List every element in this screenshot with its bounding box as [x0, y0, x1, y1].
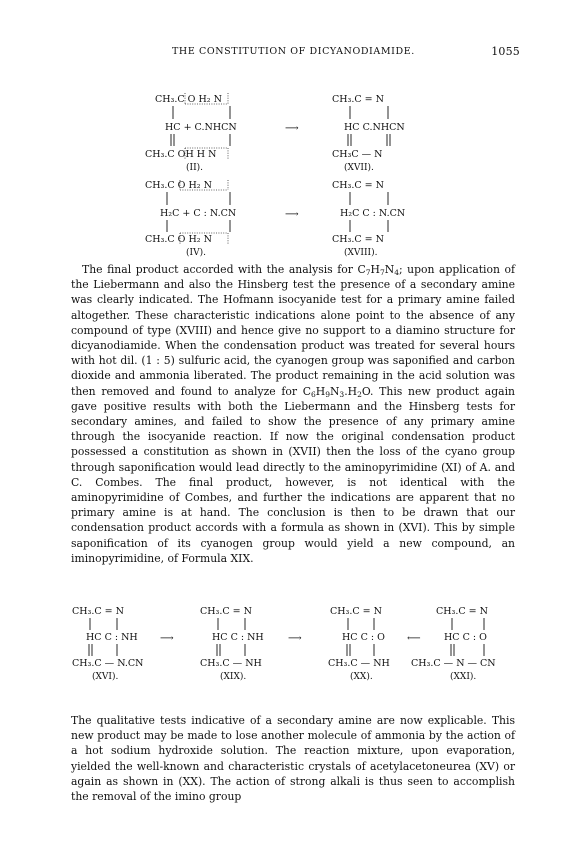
formula-xxi-mid: HC C : O [444, 632, 487, 643]
formula-xvi-top: CH₃.C = N [72, 606, 124, 617]
reaction-arrow-5: ⟵ [407, 633, 421, 644]
label-xx: (XX). [350, 672, 373, 682]
formula-xix-bot: CH₃.C — NH [200, 658, 262, 669]
label-xxi: (XXI). [450, 672, 477, 682]
subscript: 3 [339, 389, 345, 399]
reaction-arrow-2: ⟶ [285, 209, 299, 220]
subscript: 7 [365, 268, 371, 277]
subscript: 6 [310, 389, 316, 399]
page-number: 1055 [491, 45, 520, 58]
formula-part: .H [344, 384, 358, 398]
formula-xvi-mid: HC C : NH [86, 632, 138, 643]
formula-xx-bot: CH₃.C — NH [328, 658, 390, 669]
label-xvi: (XVI). [92, 672, 119, 682]
formula-xviii-line1: CH₃.C = N [332, 180, 384, 191]
formula-part: H [315, 384, 326, 398]
formula-ii-line3: CH₃.C OH H N [145, 149, 217, 160]
running-title: THE CONSTITUTION OF DICYANODIAMIDE. [172, 46, 415, 57]
paragraph1-text-c: O. This new product again gave positive results with both the Liebermann and the Hinsberg tests for secondary amines, and failed to show the presence of any primary amine through the isocyanide reaction. If now the original condensation product possessed a constitution as shown in (XVII) then the loss of the cyano group through saponification would lead directly to the aminopyrimidine (XI) of A. and C. Combes. The final product, however, is not identical with the aminopyrimidine of Combes, and further the indications are apparent that no primary amine is at hand. The conclusion is then to be drawn that our condensation product accords with a formula as shown in (XVI). This by simple saponification of its cyanogen group would yield a new compound, an iminopyrimidine, of Formula XIX. [71, 384, 515, 565]
formula-part: H [370, 263, 380, 276]
reaction-scheme-xvi-xxi [72, 606, 496, 682]
formula-xxi-bot: CH₃.C — N — CN [411, 658, 496, 669]
formula-xviii-line3: CH₃.C = N [332, 234, 384, 245]
label-ii: (II). [186, 163, 203, 173]
formula-xviii-line2: H₂C C : N.CN [340, 208, 406, 219]
reaction-iv-to-xviii [145, 180, 405, 258]
formula-iv-line2: H₂C + C : N.CN [160, 208, 237, 219]
reaction-ii-to-xvii [145, 93, 405, 173]
formula-iv-line1: CH₃.C O H₂ N [145, 180, 212, 191]
formula-xvii-line2: HC C.NHCN [344, 122, 405, 133]
body-paragraph-1 [71, 262, 515, 566]
body-paragraph-2: The qualitative tests indicative of a secondary amine are now explicable. This new product may be made to lose another molecule of ammonia by the action of a hot sodium hydroxide solution. The reaction mixture, upon evaporation, yielded the well-known and characteristic crystals of acetylacetoneurea (XV) or again as shown in (XX). The action of strong alkali is thus seen to accomplish the removal of the imino group [71, 714, 515, 804]
formula-xx-mid: HC C : O [342, 632, 385, 643]
formula-part: N [329, 384, 340, 398]
subscript: 9 [325, 389, 330, 399]
subscript: 2 [357, 389, 362, 399]
label-xviii: (XVIII). [344, 248, 378, 258]
label-iv: (IV). [186, 248, 206, 258]
formula-xix-top: CH₃.C = N [200, 606, 252, 617]
reaction-arrow-1: ⟶ [285, 123, 299, 134]
subscript: 4 [394, 268, 399, 277]
formula-ii-line2: HC + C.NHCN [165, 122, 237, 133]
label-xvii: (XVII). [344, 163, 374, 173]
formula-xvi-bot: CH₃.C — N.CN [72, 658, 144, 669]
reaction-arrow-3: ⟶ [160, 633, 174, 644]
paragraph1-text-b: ; upon application of the Liebermann and also the Hinsberg test the presence of a secondary amine was clearly indicated. The Hofmann isocyanide test for a primary amine failed altogether. These characteristic indications alone point to the absence of any compound of type (XVIII) and hence give no support to a diamino structure for dicyanodiamide. When the condensation product was treated for several hours with hot dil. (1 : 5) sulfuric acid, the cyanogen group was saponified and carbon dioxide and ammonia liberated. The product remaining in the acid solution was then removed and found to analyze for C [71, 263, 515, 398]
label-xix: (XIX). [220, 672, 247, 682]
formula-xx-top: CH₃.C = N [330, 606, 382, 617]
formula-xvii-line3: CH₃C — N [332, 149, 383, 160]
reaction-arrow-4: ⟶ [288, 633, 302, 644]
subscript: 7 [379, 268, 385, 277]
formula-ii-line1: CH₃.C O H₂ N [155, 94, 222, 105]
formula-part: N [384, 263, 395, 276]
formula-iv-line3: CH₃.C O H₂ N [145, 234, 212, 245]
formula-xxi-top: CH₃.C = N [436, 606, 488, 617]
formula-xix-mid: HC C : NH [212, 632, 264, 643]
paragraph1-text-a: The final product accorded with the analysis for C [82, 263, 366, 276]
formula-xvii-line1: CH₃.C = N [332, 94, 384, 105]
